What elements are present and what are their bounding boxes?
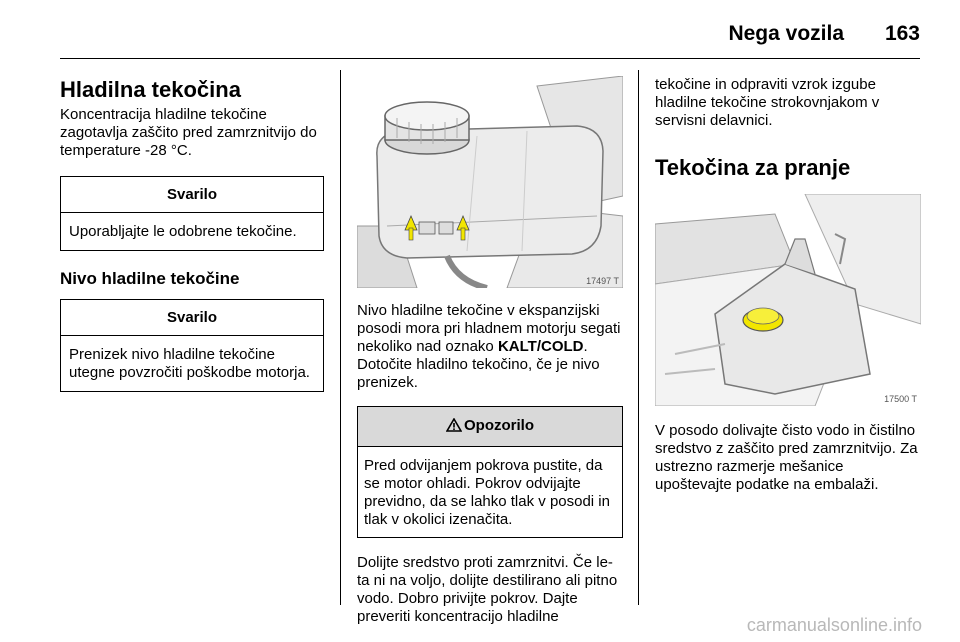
- warning-triangle-icon: [446, 418, 462, 436]
- washer-reservoir-figure: [655, 194, 921, 406]
- washer-fluid-paragraph: V posodo dolivajte čisto vodo in čistilno sredstvo z zaščito pred zamrznitvijo. Za ustrezno razmerje mešanice upoštevajte podatke na embalaži.: [655, 422, 918, 493]
- coolant-level-paragraph: [357, 302, 623, 392]
- coolant-reservoir-illustration: [357, 76, 623, 288]
- page-header: [60, 18, 920, 59]
- coolant-continuation-paragraph: tekočine in odpraviti vzrok izgube hladilne tekočine strokovnjakom v servisni delavnici.: [655, 76, 880, 129]
- caution-box: [60, 299, 324, 392]
- paragraph-text: Nivo hladilne tekočine v ekspanzijski posodi mora pri hladnem motorju segati nekoliko nad oznako: [357, 302, 621, 355]
- kalt-cold-label: KALT/COLD: [497, 338, 584, 355]
- column-right: [655, 76, 920, 494]
- caution-box: [60, 176, 324, 251]
- section-heading-washer-fluid: Tekočina za pranje: [655, 155, 851, 180]
- page-title: Nega vozila: [728, 22, 844, 45]
- column-left: [60, 78, 324, 392]
- paragraph-text: . Dotočite hladilno tekočino, če je nivo prenizek.: [357, 338, 600, 391]
- caution-title: Svarilo: [61, 177, 323, 213]
- warning-header: [358, 407, 622, 447]
- washer-reservoir-illustration: [655, 194, 921, 406]
- caution-text: Uporabljajte le odobrene tekočine.: [69, 223, 297, 240]
- watermark: carmanualsonline.info: [746, 615, 922, 635]
- antifreeze-paragraph: Dolijte sredstvo proti zamrznitvi. Če le-ta ni na voljo, dolijte destilirano ali pitno vodo. Dobro privijte pokrov. Dajte preveriti koncentracijo hladilne: [357, 554, 618, 625]
- page-number: 163: [884, 22, 920, 45]
- warning-box: [357, 406, 623, 538]
- column-middle: [357, 76, 623, 626]
- caution-title: Svarilo: [61, 300, 323, 336]
- section-heading-coolant: Hladilna tekočina: [60, 77, 241, 102]
- figure-code: 17500 T: [884, 394, 917, 404]
- coolant-reservoir-figure: [357, 76, 623, 288]
- coolant-intro: Koncentracija hladilne tekočine zagotavlja zaščito pred zamrznitvijo do temperature -28 °C.: [60, 106, 317, 159]
- figure-code: 17497 T: [586, 276, 619, 286]
- column-divider: [340, 70, 341, 605]
- warning-title: Opozorilo: [464, 417, 534, 434]
- column-divider: [638, 70, 639, 605]
- caution-text: Prenizek nivo hladilne tekočine utegne povzročiti poškodbe motorja.: [69, 346, 310, 381]
- subheading-coolant-level: Nivo hladilne tekočine: [60, 269, 240, 288]
- warning-text: Pred odvijanjem pokrova pustite, da se motor ohladi. Pokrov odvijajte previdno, da se lahko tlak v posodi in tlak v okolici izenačita.: [364, 457, 610, 528]
